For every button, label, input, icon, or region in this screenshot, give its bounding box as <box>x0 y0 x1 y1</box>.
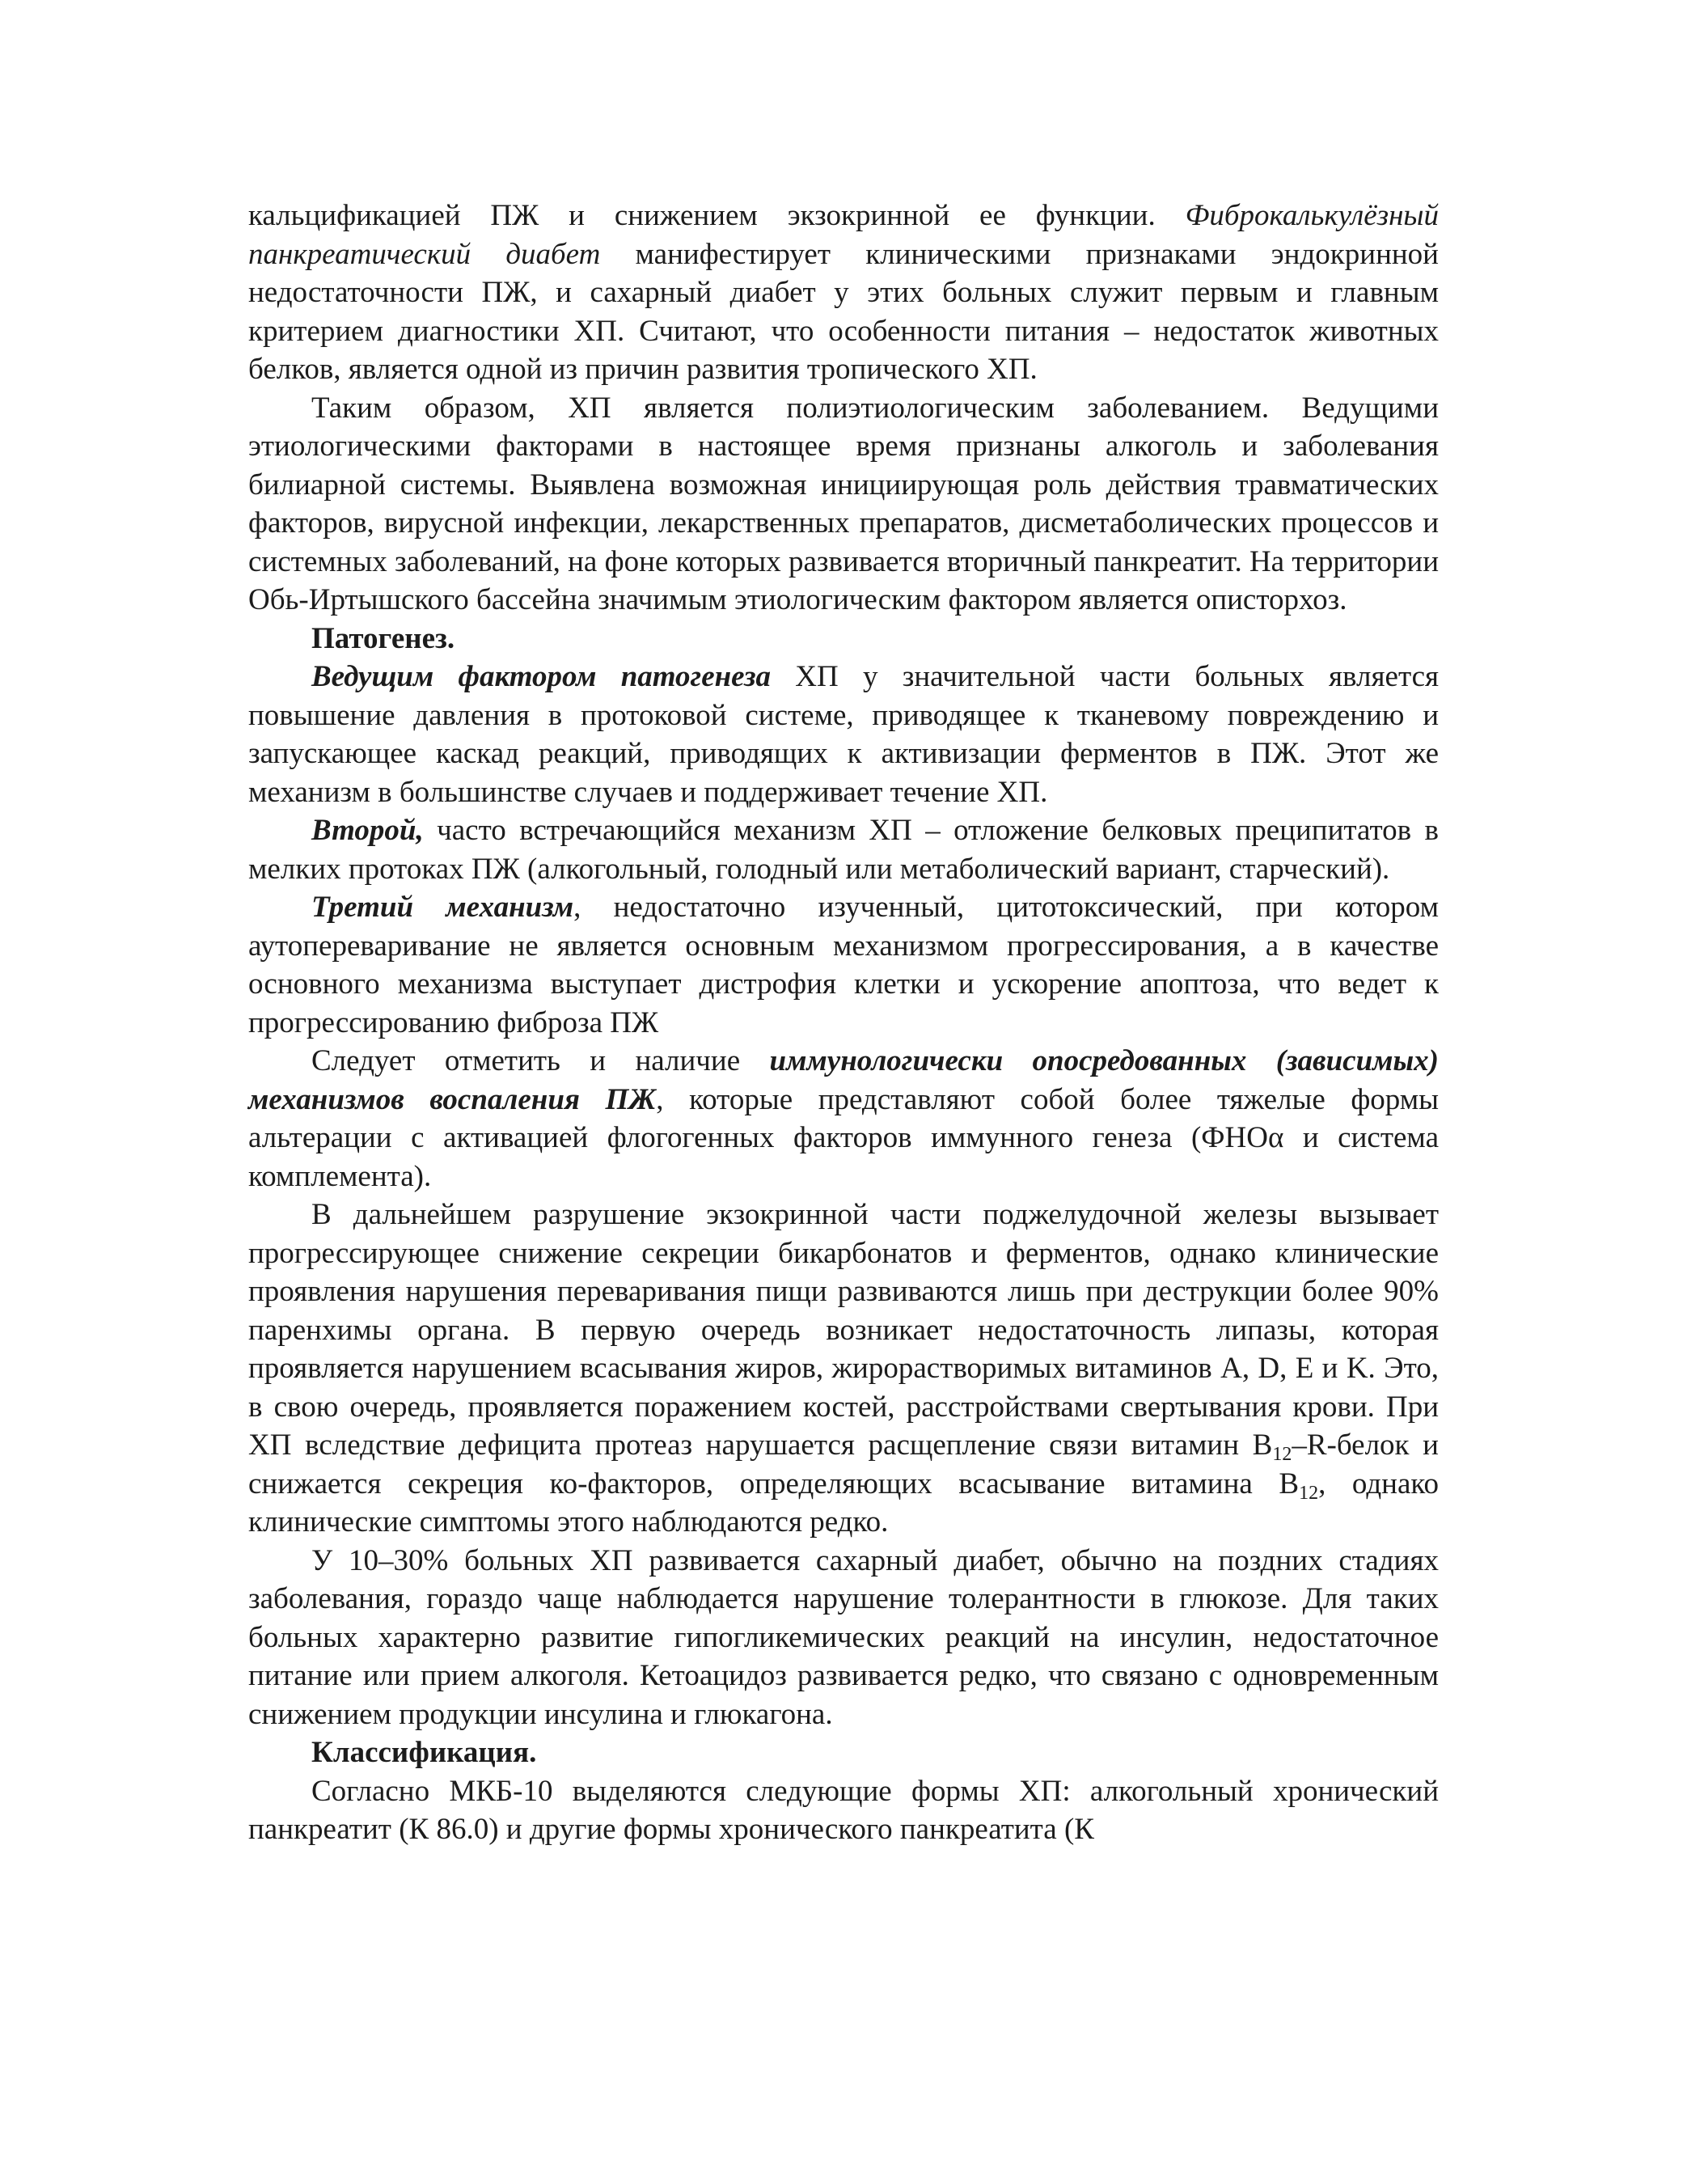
subscript: 12 <box>1272 1444 1292 1465</box>
section-heading-pathogenesis: Патогенез. <box>311 621 455 655</box>
text-segment: кальцификацией ПЖ и снижением экзокринной ее функции. <box>248 199 1186 232</box>
subscript: 12 <box>1299 1482 1319 1504</box>
text-segment: , недостаточно изученный, цитотоксический, при котором аутопереваривание не является основным механизмом прогрессирования, а в качестве основного механизма выступает дистрофия клетки и ускорение апоптоза, что ведет к прогрессированию фиброза ПЖ <box>248 891 1439 1039</box>
text-segment: –R-белок и снижается секреция ко-факторов, определяющих всасывание витамина B <box>248 1428 1439 1500</box>
bold-italic-term: Ведущим фактором патогенеза <box>311 660 772 693</box>
paragraph-exocrine-destruction <box>248 1196 1439 1542</box>
paragraph-leading-factor <box>248 658 1439 811</box>
paragraph-etiology-summary: Таким образом, ХП является полиэтиологическим заболеванием. Ведущими этиологическими факторами в настоящее время признаны алкоголь и заболевания билиарной системы. Выявлена возможная инициирующая роль действия травматических факторов, вирусной инфекции, лекарственных препаратов, дисметаболических процессов и системных заболеваний, на фоне которых развивается вторичный панкреатит. На территории Обь-Иртышского бассейна значимым этиологическим фактором является описторхоз. <box>248 391 1440 616</box>
text-segment: В дальнейшем разрушение экзокринной части поджелудочной железы вызывает прогрессирующее снижение секреции бикарбонатов и ферментов, однако клинические проявления нарушения переваривания пищи развиваются лишь при деструкции более 90% паренхимы органа. В первую очередь возникает недостаточность липазы, которая проявляется нарушением всасывания жиров, жирорастворимых витаминов A, D, E и K. Это, в свою очередь, проявляется поражением костей, расстройствами свертывания крови. При ХП вследствие дефицита протеаз нарушается расщепление связи витамин B <box>248 1198 1439 1462</box>
paragraph-icd-classification: Согласно МКБ-10 выделяются следующие формы ХП: алкогольный хронический панкреатит (К 86.0) и другие формы хронического панкреатита (К <box>248 1774 1439 1846</box>
bold-italic-term: Третий механизм <box>311 891 574 924</box>
text-segment: ХП у значительной части больных является повышение давления в протоковой системе, приводящее к тканевому повреждению и запускающее каскад реакций, приводящих к активизации ферментов в ПЖ. Этот же механизм в большинстве случаев и поддерживает течение ХП. <box>248 660 1440 809</box>
document-page <box>248 197 1439 1849</box>
text-segment: , однако клинические симптомы этого наблюдаются редко. <box>248 1467 1439 1539</box>
bold-italic-term: Второй, <box>311 814 424 847</box>
bold-italic-term: иммунологически опосредованных (зависимых) механизмов воспаления ПЖ <box>248 1044 1439 1116</box>
text-segment: , которые представляют собой более тяжелые формы альтерации с активацией флогогенных факторов иммунного генеза (ФНОα и система комплемента). <box>248 1082 1440 1193</box>
paragraph-third-mechanism <box>248 888 1439 1042</box>
text-segment: Следует отметить и наличие <box>311 1044 770 1077</box>
italic-term: Фиброкалькулёзный панкреатический диабет <box>248 199 1439 271</box>
paragraph-second-mechanism <box>248 811 1439 888</box>
text-segment: манифестирует клиническими признаками эндокринной недостаточности ПЖ, и сахарный диабет у этих больных служит первым и главным критерием диагностики ХП. Считают, что особенности питания – недостаток животных белков, является одной из причин развития тропического ХП. <box>248 237 1439 386</box>
paragraph-diabetes: У 10–30% больных ХП развивается сахарный диабет, обычно на поздних стадиях заболевания, гораздо чаще наблюдается нарушение толерантности в глюкозе. Для таких больных характерно развитие гипогликемических реакций на инсулин, недостаточное питание или прием алкоголя. Кетоацидоз развивается редко, что связано с одновременным снижением продукции инсулина и глюкагона. <box>248 1543 1439 1731</box>
paragraph-intro <box>248 197 1439 389</box>
section-heading-classification: Классификация. <box>311 1736 537 1769</box>
text-segment: часто встречающийся механизм ХП – отложение белковых преципитатов в мелких протоках ПЖ (алкогольный, голодный или метаболический вариант, старческий). <box>248 814 1439 886</box>
paragraph-immune-mechanisms <box>248 1042 1439 1196</box>
